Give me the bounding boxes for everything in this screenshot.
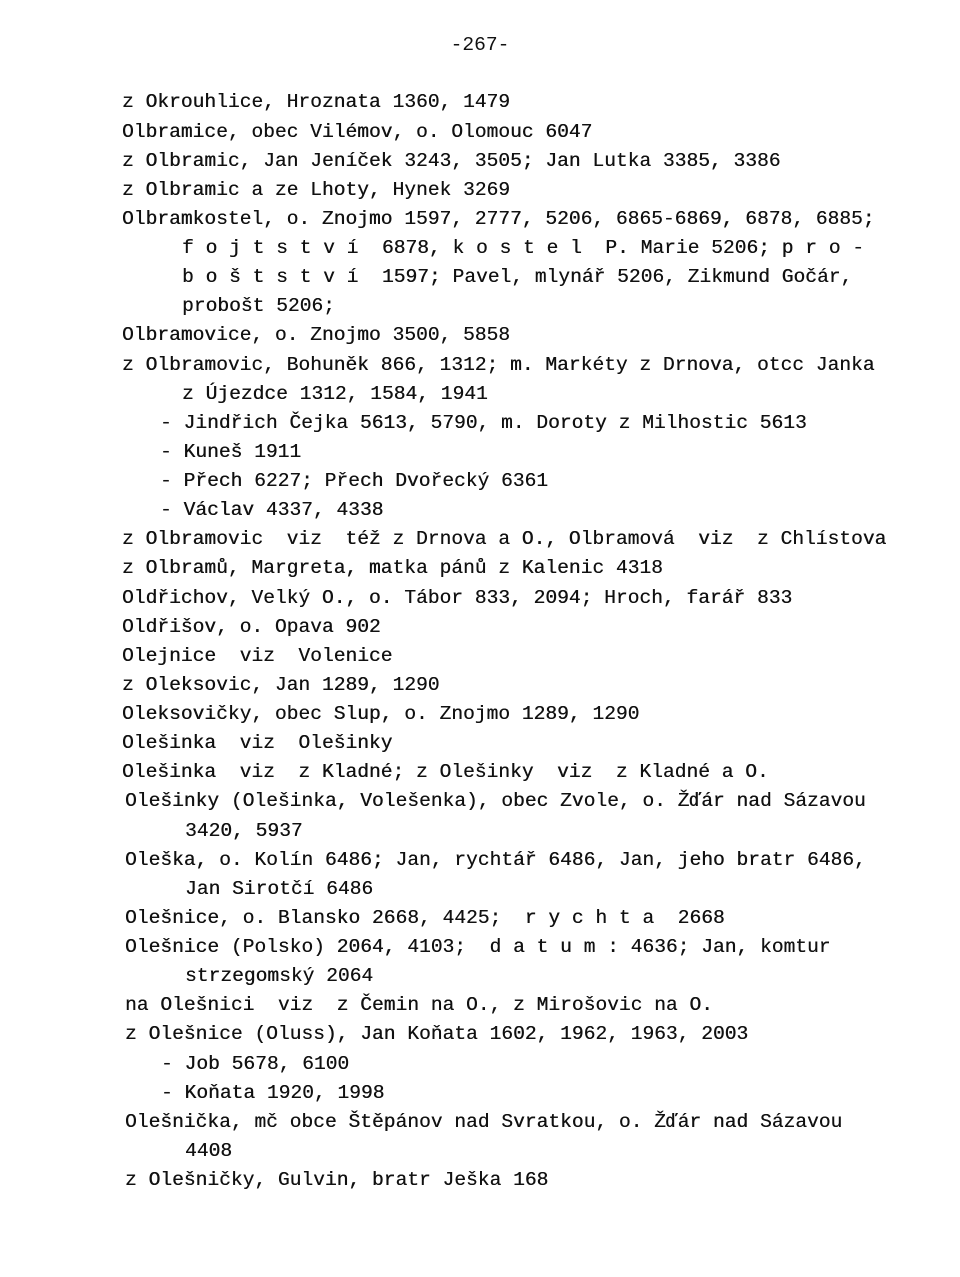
index-line: Olešinka viz Olešinky bbox=[122, 732, 393, 755]
index-line: Olbramice, obec Vilémov, o. Olomouc 6047 bbox=[122, 120, 593, 143]
index-line-continuation: probošt 5206; bbox=[182, 295, 335, 318]
index-line: z Oleksovic, Jan 1289, 1290 bbox=[122, 673, 440, 696]
index-line: z Olbramovic, Bohuněk 866, 1312; m. Markéty z Drnova, otcc Janka bbox=[122, 353, 875, 376]
index-subentry: - Přech 6227; Přech Dvořecký 6361 bbox=[160, 470, 549, 493]
index-line-continuation: z Újezdce 1312, 1584, 1941 bbox=[182, 382, 488, 405]
index-line: Olbramkostel, o. Znojmo 1597, 2777, 5206, 6865-6869, 6878, 6885; bbox=[122, 207, 875, 230]
index-subentry: - Jindřich Čejka 5613, 5790, m. Doroty z Milhostic 5613 bbox=[160, 411, 807, 434]
index-line: na Olešnici viz z Čemin na O., z Mirošovic na O. bbox=[125, 994, 713, 1017]
index-line: Olešinky (Olešinka, Volešenka), obec Zvole, o. Žďár nad Sázavou bbox=[125, 790, 866, 813]
index-line: Oldřichov, Velký O., o. Tábor 833, 2094; Hroch, farář 833 bbox=[122, 586, 793, 609]
index-line: Oldřišov, o. Opava 902 bbox=[122, 615, 381, 638]
index-line: Olejnice viz Volenice bbox=[122, 644, 393, 667]
index-line: z Olbramovic viz též z Drnova a O., Olbramová viz z Chlístova bbox=[122, 528, 887, 551]
index-subentry: - Job 5678, 6100 bbox=[161, 1052, 350, 1075]
page-number: -267- bbox=[450, 33, 510, 56]
index-line: Olešinka viz z Kladné; z Olešinky viz z Kladné a O. bbox=[122, 761, 769, 784]
index-line-continuation: 3420, 5937 bbox=[185, 819, 303, 842]
index-subentry: - Václav 4337, 4338 bbox=[160, 499, 384, 522]
index-line: Olešnička, mč obce Štěpánov nad Svratkou, o. Žďár nad Sázavou bbox=[125, 1110, 843, 1133]
index-line: z Okrouhlice, Hroznata 1360, 1479 bbox=[122, 91, 511, 114]
index-line-continuation: f o j t s t v í 6878, k o s t e l P. Marie 5206; p r o - bbox=[182, 237, 864, 260]
index-line: Olešnice, o. Blansko 2668, 4425; r y c h t a 2668 bbox=[125, 906, 725, 929]
index-line-continuation: b o š t s t v í 1597; Pavel, mlynář 5206, Zikmund Gočár, bbox=[182, 266, 853, 289]
index-line-continuation: Jan Sirotčí 6486 bbox=[185, 877, 374, 900]
index-line-continuation: 4408 bbox=[185, 1139, 233, 1162]
index-line: Oleška, o. Kolín 6486; Jan, rychtář 6486, Jan, jeho bratr 6486, bbox=[125, 848, 866, 871]
index-line: z Olbramic a ze Lhoty, Hynek 3269 bbox=[122, 178, 511, 201]
index-subentry: - Kuneš 1911 bbox=[160, 440, 302, 463]
index-line: Olešnice (Polsko) 2064, 4103; d a t u m : 4636; Jan, komtur bbox=[125, 936, 831, 959]
index-line: z Olešničky, Gulvin, bratr Ješka 168 bbox=[125, 1169, 549, 1192]
index-line: Oleksovičky, obec Slup, o. Znojmo 1289, 1290 bbox=[122, 703, 640, 726]
index-line: z Olbramic, Jan Jeníček 3243, 3505; Jan Lutka 3385, 3386 bbox=[122, 149, 781, 172]
index-subentry: - Koňata 1920, 1998 bbox=[161, 1081, 385, 1104]
index-line: Olbramovice, o. Znojmo 3500, 5858 bbox=[122, 324, 511, 347]
index-line-continuation: strzegomský 2064 bbox=[185, 965, 374, 988]
index-entries bbox=[0, 88, 960, 1195]
index-line: z Olešnice (Oluss), Jan Koňata 1602, 1962, 1963, 2003 bbox=[125, 1023, 749, 1046]
index-line: z Olbramů, Margreta, matka pánů z Kalenic 4318 bbox=[122, 557, 663, 580]
